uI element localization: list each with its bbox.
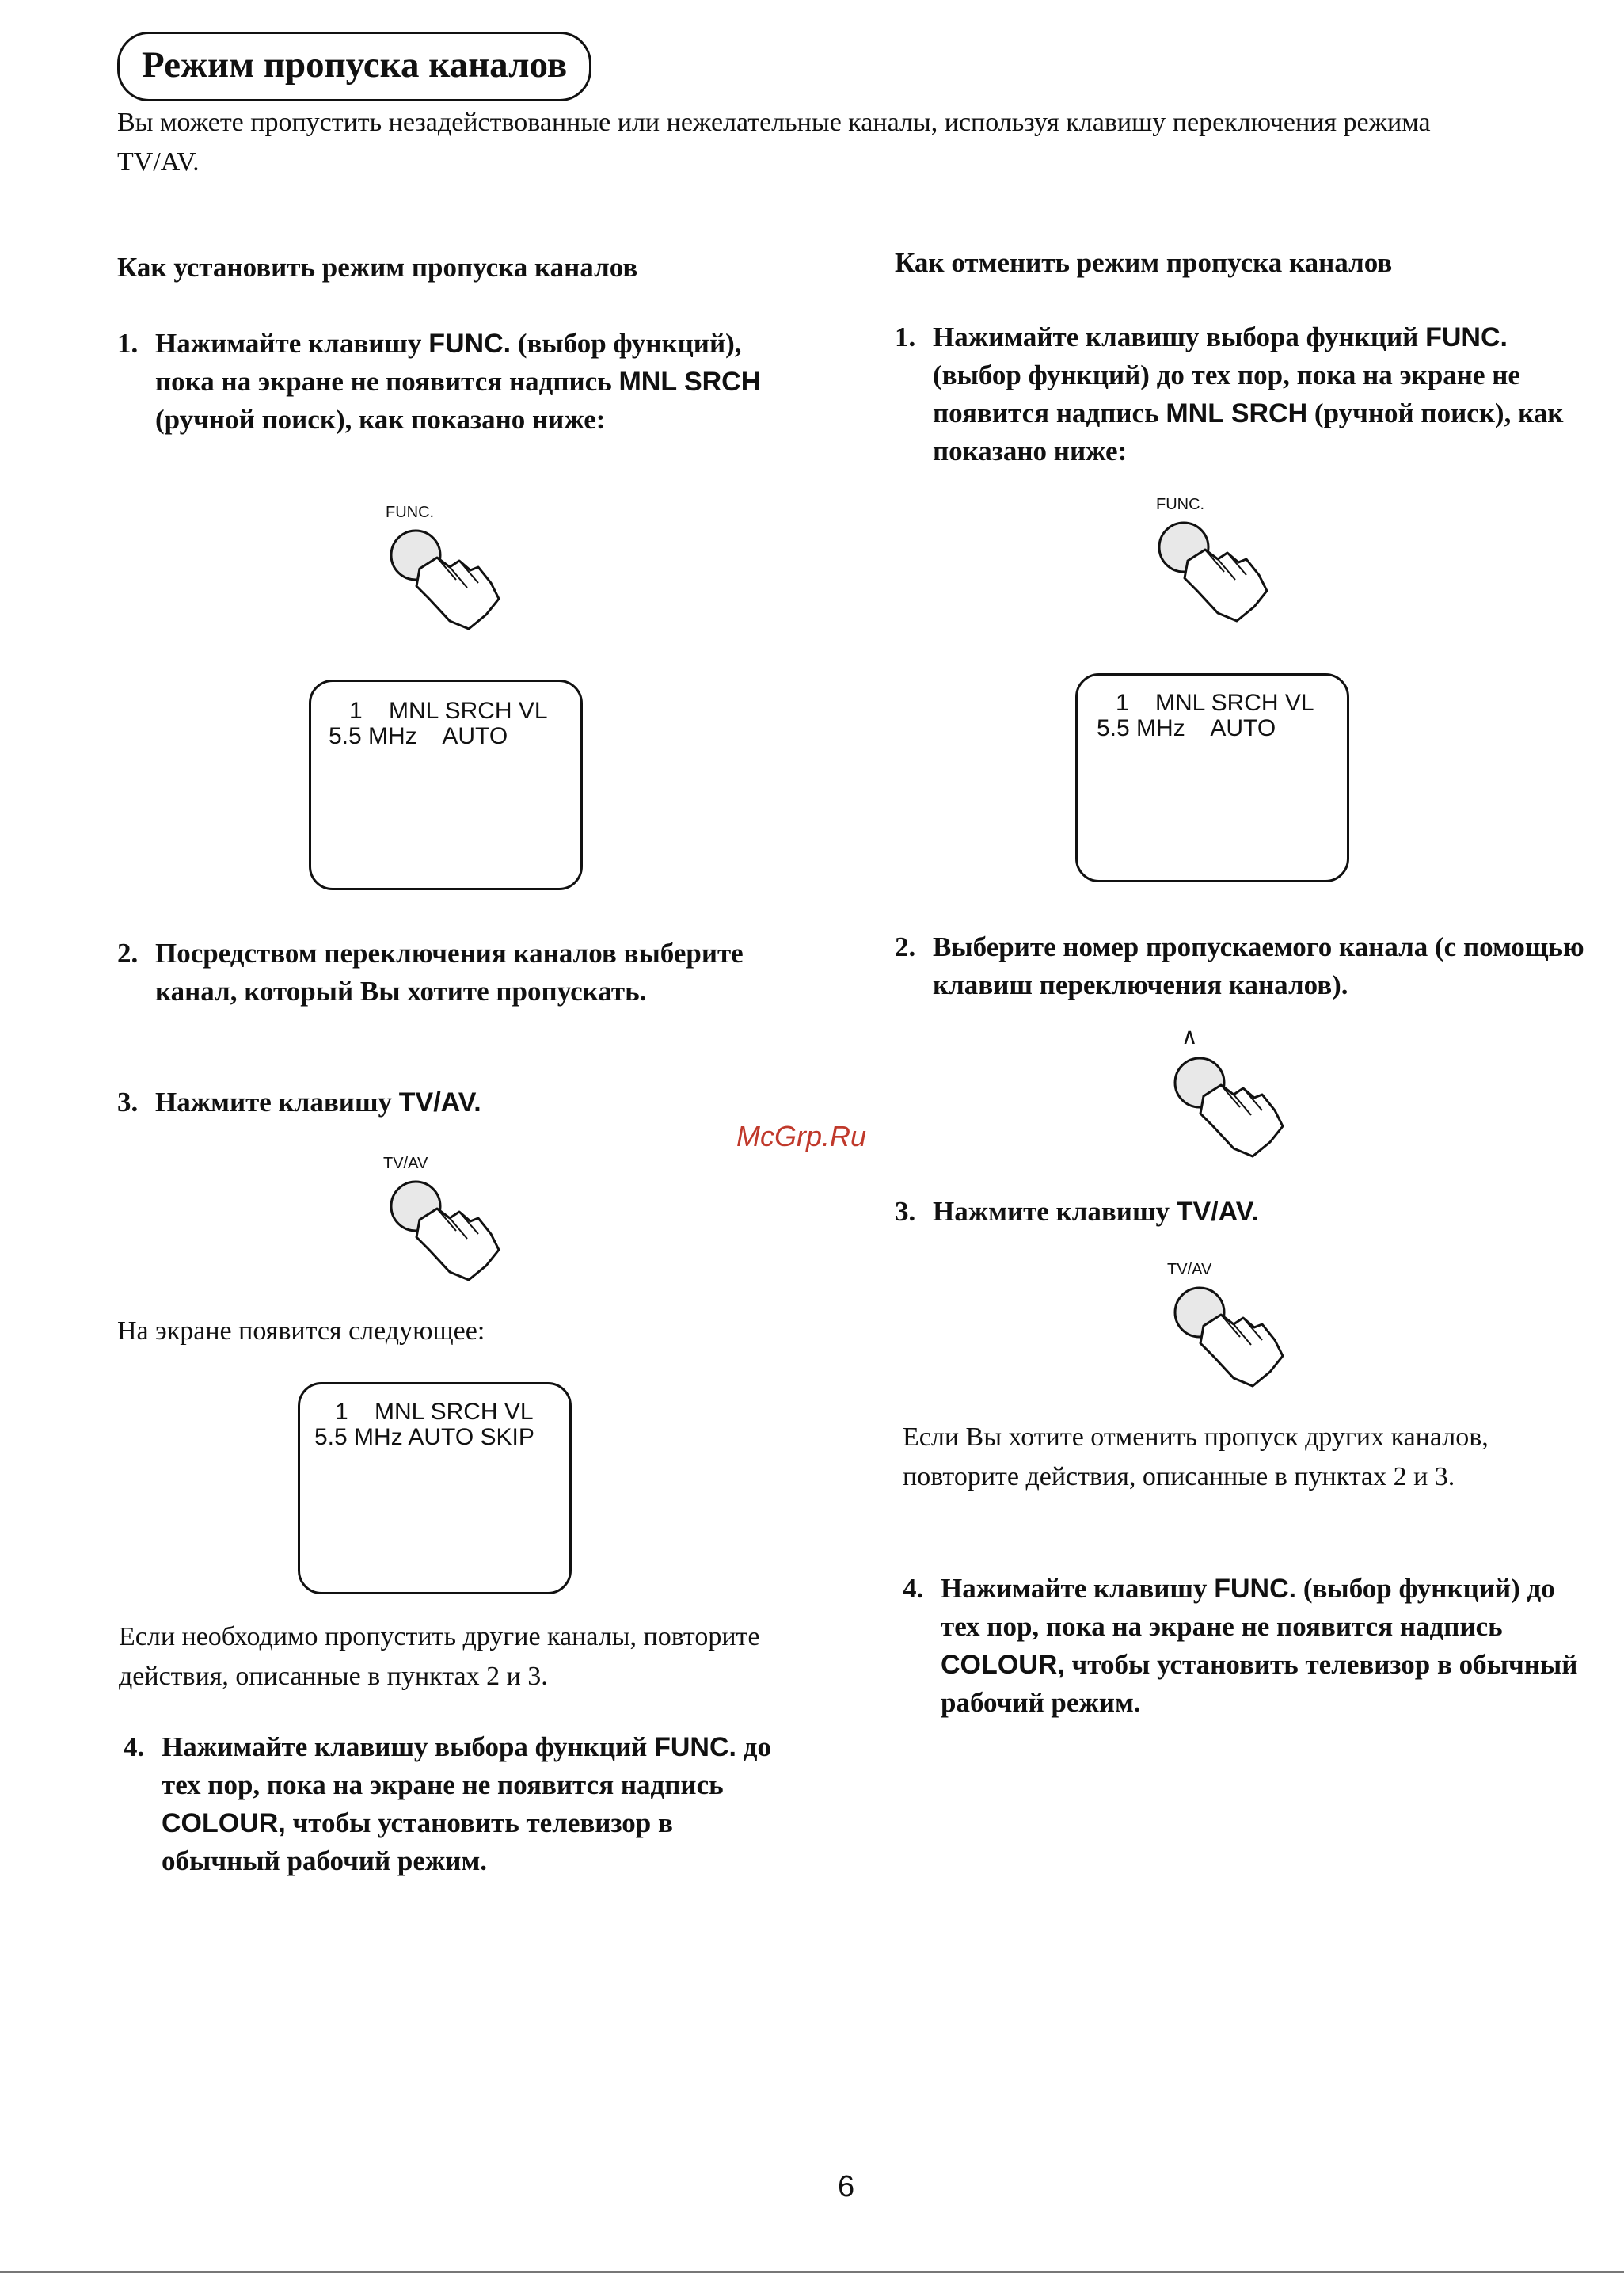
finger-press-tvav-icon xyxy=(1164,1277,1299,1396)
colour-key-label: COLOUR, xyxy=(941,1650,1065,1680)
tvav-button-label: TV/AV xyxy=(1167,1261,1212,1278)
func-key-label: FUNC. xyxy=(654,1732,736,1762)
step-number: 3. xyxy=(895,1196,916,1227)
step-text: чтобы установить телевизор в обычный рабочий режим. xyxy=(941,1649,1578,1718)
step-number: 3. xyxy=(117,1087,139,1118)
finger-press-tvav-icon xyxy=(380,1171,515,1289)
screen-line-1: 1 MNL SRCH VL xyxy=(335,1399,534,1425)
step-number: 2. xyxy=(117,938,139,969)
right-step-3 xyxy=(895,1193,1592,1231)
watermark: McGrp.Ru xyxy=(736,1120,867,1152)
channel-up-label: ∧ xyxy=(1181,1024,1198,1049)
footer-divider xyxy=(0,2271,1624,2273)
tvav-button-label: TV/AV xyxy=(383,1155,428,1172)
left-step-1 xyxy=(117,325,782,439)
step-text: Выберите номер пропускаемого канала (с помощью клавиш переключения каналов). xyxy=(933,931,1584,1000)
colour-key-label: COLOUR, xyxy=(162,1808,286,1838)
step-text: (ручной поиск), как показано ниже: xyxy=(933,398,1564,466)
step-text: Посредством переключения каналов выберите канал, который Вы хотите пропускать. xyxy=(155,938,744,1007)
step-text: чтобы установить телевизор в обычный рабочий режим. xyxy=(162,1807,673,1876)
finger-press-func-icon xyxy=(380,520,515,638)
step-number: 4. xyxy=(124,1731,145,1762)
page-number: 6 xyxy=(838,2170,855,2203)
right-step-1 xyxy=(895,318,1592,470)
func-key-label: FUNC. xyxy=(428,329,512,359)
screen-line-1: 1 MNL SRCH VL xyxy=(349,698,548,724)
func-key-label: FUNC. xyxy=(1425,322,1508,352)
func-key-label: FUNC. xyxy=(1214,1574,1297,1604)
screen-line-2: 5.5 MHz AUTO xyxy=(329,723,508,749)
step-number: 1. xyxy=(117,328,139,359)
tvav-key-label: TV/AV. xyxy=(1176,1197,1259,1227)
step-number: 2. xyxy=(895,931,916,962)
right-step-4 xyxy=(903,1570,1584,1722)
step-text: Нажмите клавишу xyxy=(155,1087,399,1118)
page-title: Режим пропуска каналов xyxy=(117,32,591,101)
step-text: Нажимайте клавишу xyxy=(941,1573,1215,1604)
step-text: (выбор функций) до тех пор, пока на экране не появится надпись xyxy=(933,360,1520,428)
func-button-label: FUNC. xyxy=(386,504,435,521)
step-text: до тех пор, пока на экране не появится надпись xyxy=(162,1731,771,1800)
left-step-3 xyxy=(117,1083,782,1121)
tv-screen-skip-display xyxy=(298,1382,572,1594)
intro-paragraph: Вы можете пропустить незадействованные или нежелательные каналы, используя клавишу переключения режима TV/AV. xyxy=(117,108,1431,177)
step-text: Нажмите клавишу xyxy=(933,1196,1177,1227)
step-number: 1. xyxy=(895,322,916,352)
mnl-srch-label: MNL SRCH xyxy=(618,367,761,397)
screen-line-2: 5.5 MHz AUTO xyxy=(1097,715,1276,741)
step-text: Нажимайте клавишу xyxy=(155,328,429,359)
right-heading: Как отменить режим пропуска каналов xyxy=(895,247,1393,278)
after-step-3-text: На экране появится следующее: xyxy=(117,1316,485,1346)
step-text: Нажимайте клавишу выбора функций xyxy=(162,1731,655,1762)
step-text: (выбор функций), пока на экране не появится надпись xyxy=(155,328,742,397)
left-heading: Как установить режим пропуска каналов xyxy=(117,252,638,283)
tv-screen-display xyxy=(309,680,583,890)
screen-line-1: 1 MNL SRCH VL xyxy=(1116,690,1314,716)
step-number: 4. xyxy=(903,1573,924,1604)
func-button-label: FUNC. xyxy=(1156,496,1205,513)
tvav-key-label: TV/AV. xyxy=(398,1087,481,1118)
step-text: Нажимайте клавишу выбора функций xyxy=(933,322,1426,352)
mnl-srch-label: MNL SRCH xyxy=(1166,398,1308,428)
finger-press-func-icon xyxy=(1148,512,1283,630)
left-step-4 xyxy=(124,1728,789,1880)
step-text: (ручной поиск), как показано ниже: xyxy=(155,404,606,435)
left-step-2 xyxy=(117,935,782,1011)
tv-screen-display xyxy=(1075,673,1349,882)
step-text: (выбор функций) до тех пор, пока на экране не появится надпись xyxy=(941,1573,1555,1642)
right-step-2 xyxy=(895,928,1592,1004)
finger-press-channel-up-icon xyxy=(1164,1047,1299,1166)
cancel-note: Если Вы хотите отменить пропуск других каналов, повторите действия, описанные в пунктах 2 и 3. xyxy=(903,1422,1489,1491)
screen-line-2: 5.5 MHz AUTO SKIP xyxy=(314,1424,534,1450)
repeat-note: Если необходимо пропустить другие каналы, повторите действия, описанные в пунктах 2 и 3. xyxy=(119,1622,760,1691)
